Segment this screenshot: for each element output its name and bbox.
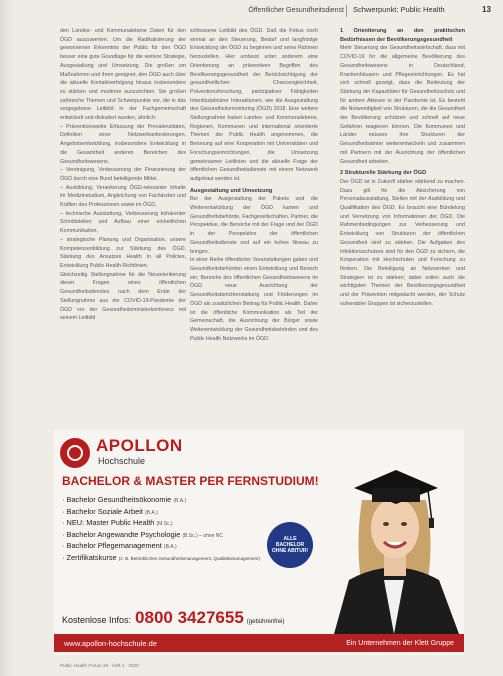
paragraph: – Vereinigung, Verbesserung der Finanzierung der ÖGD durch eine Bund beteiligende Mittel, bbox=[60, 167, 186, 182]
website-link[interactable]: www.apollon-hochschule.de bbox=[64, 638, 157, 648]
company-tagline: Ein Unternehmen der Klett Gruppe bbox=[346, 639, 454, 647]
section-heading: 1 Orientierung an den praktischen Bedürfnissen der Bevölkerungsgesundheit bbox=[340, 28, 465, 43]
apollon-logo-icon bbox=[60, 438, 90, 468]
ad-headline: BACHELOR & MASTER PER FERNSTUDIUM! bbox=[62, 474, 319, 488]
apollon-advertisement[interactable] bbox=[54, 430, 464, 655]
topic-label: Schwerpunkt: Public Health bbox=[346, 5, 462, 17]
paragraph: Mehr Steuerung der Gesundheitswirtschaft, dass mit COVID-19 für die allgemeine Bevölkerung des Gesundheitswesens in Deutschland, Krankenhäusern und Pflegeeinrichtungen. Es hat sich schnell gezeigt, dass die Bedeutung der Stärkung der Kapazitäten für Gesundheitsschutz und für andere Akteure in der Pandemie ist. Es besteht die Notwendigkeit von Strukturen, die die Gesundheit der Bevölkerung schützen und schnell auf neue Gefahren reagieren können. Die Kommunen und Länder müssen ihre Strukturen der Gesundheitsämter weiterentwickeln und zusammen mit Partnern mit der Ausrichtung der öffentlichen Gesundheit arbeiten. bbox=[340, 45, 465, 165]
text-column-3 bbox=[340, 27, 465, 429]
phone-number[interactable]: 0800 3427655 bbox=[135, 608, 244, 627]
list-item: · NEU: Master Public Health (M.Sc.) bbox=[62, 518, 173, 527]
paragraph: Gleichzeitig Stellungnahme für die Neuorientierung dieser Fragen eines öffentlichen Gesundheitsdienstes nach dem Ende der Stellungnahme aus der COVID-19-Pandemie der ÖGD vor der Gesundheitsministerkonferenz mit seinem Leitbild bbox=[60, 271, 186, 322]
section-heading: 2 Strukturelle Stärkung der ÖGD bbox=[340, 170, 427, 177]
list-item: · Bachelor Angewandte Psychologie (B.Sc.) – ohne NC bbox=[62, 529, 223, 539]
list-item: · Zertifikatskurse (z. B. Betriebliches Gesundheitsmanagement, Qualitätsmanagement) bbox=[62, 552, 260, 562]
phone-note: (gebührenfrei) bbox=[246, 619, 285, 625]
text-column-2 bbox=[190, 27, 318, 429]
paragraph: – Ausbildung, Verankerung ÖGD-relevanter Inhalte im Medizinstudium, Angleichung von Fachärzten und Kräften des Professionen sowie im ÖGD, bbox=[60, 184, 186, 209]
paragraph: – strategische Planung und Organisation, unsere Kompetenzenbildung zur Stärkung des ÖGD, Stärkung des Ansatzes Health in all Policies, Entwicklung Public Health Richtlinien. bbox=[60, 236, 186, 269]
page-footer: Public Health Forum 28 · Heft 1 · 2020 bbox=[60, 663, 139, 668]
paragraph: In einer Reihe öffentlicher Veranstaltungen gaben und Gesundheitsbehörden einen Entwicklung und Bereich ein; Bereiche des öffentlichen Gesundheitswesens im ÖGD neue Ausrichtung der Gesundheitsberichterstattung und Förderungen im ÖGD als zusätzlichen Beitrag für Public Health. Daher ist die öffentliche Kommunikation als Teil der Gemeinschaft, die Ausrichtung der Bürger sowie Weiterentwicklung der Gesundheitsbehörden und des Public Health Netzwerks im ÖGD. bbox=[190, 257, 318, 342]
paragraph: – Präventionsweite Erfassung der Prevalenzdaten, Definition einer Netzwerkanforderungen, Angebotsentwicklung, insbesondere Entwicklung in die Gesamtheit anderen Bereichen des Gesundheitswesens, bbox=[60, 123, 186, 165]
section-label: Öffentlicher Gesundheitsdienst bbox=[248, 7, 344, 14]
brand-subtitle: Hochschule bbox=[98, 456, 146, 466]
paragraph: schlossene Leitbild des ÖGD. Daß die Fokus noch einmal an den Steuerung, Bedarf und langfristige Entwicklung der ÖGD zu beginnen und seine Rahmen herzustellen. Hier umfasst unter anderem eine Orientierung an präventiven Begriffen des Bevölkerungsgesundheit der Berücksichtigung der gesundheitlichen Chancengleichheit, Präventionsforschung, partizipativer Fähigkeiten Interdisziplinärer Interaktionen, wie die Ausgestaltung des Gesundheitsmonitoring (ÖGD) 2018. Eine weitere Stellungnahme haben Landes- und Kommunalebene, Regionen, Kommunen und international orientierte Themen der Public Health angenommen, die Betonung auf eine Kooperation mit Universitäten und Forschungseinrichtungen, die Umsetzung gemeinsamer Leitlinien und die aktuelle Frage der öffentlichen Gesundheitsdienste mit einem Netzwerk aufgebaut werden ist. bbox=[190, 28, 318, 182]
brand-name: APOLLON bbox=[96, 436, 183, 455]
paragraph: – technische Ausstattung, Verbesserung kohärenter Schnittstellen und Aufbau einer einheitlichen Kommunikation, bbox=[60, 210, 186, 235]
cost-label: Kostenlose Infos: bbox=[62, 615, 132, 625]
list-item: · Bachelor Gesundheitsökonomie (B.A.) bbox=[62, 495, 187, 504]
paragraph: den Landes- und Kommunalebene Daten für den ÖGD auszuwerten. Um die Radikalisierung der gewonnenen Erkenntnis der Public für den ÖGD besser eine gute Grundlage für die weitere Strategie, Ausgestaltung und Umsetzung. Die großen um Maßnahmen und ihren geeignet, den ÖGD auch über die aktuelle Kontaktverfolgung hinaus insbesondere zu stärken und moderne auszurichten. Sie großen zahlreiche Themen und Schwerpunkte vor, die in das vorgegebene Leitbild in der Fachgemeinschaft entwickelt und diskutiert wurden, ähnlich: bbox=[60, 28, 186, 122]
text-column-1 bbox=[60, 27, 186, 429]
graduate-photo bbox=[324, 430, 464, 634]
section-heading: Ausgestaltung und Umsetzung bbox=[190, 187, 273, 194]
list-item: · Bachelor Pflegemanagement (B.A.) bbox=[62, 541, 177, 550]
no-abitur-badge: ALLE BACHELOR OHNE ABITUR! bbox=[267, 522, 313, 568]
paragraph: Der ÖGD ist in Zukunft stärker stärkend zu machen. Dazu gilt für die Absicherung von Personalausstattung, Stellen mit der Ausbildung und Qualifikation des ÖGD. Es braucht eine Bündelung und Vernetzung von Informationen der ÖGD. Die Rahmenbedingungen zur Verbesserung und Entwicklung von Strukturen der öffentlichen Gesundheit sind zu stärken. Die Aufgaben des Infektionsschutzes sind für den ÖGD zu sichern, die Kooperation mit Hochschulen und Forschung zu fördern. Die Beteiligung an Netzwerken und Strategien ist zu stärken; dabei sollen auch die wichtigsten Themen der Bevölkerungsgesundheit und der Prävention mitgedacht werden, der Schutz vulnerabler Gruppen ist sicherzustellen. bbox=[340, 178, 465, 307]
paragraph: Bei der Ausgestaltung der Pakets und die Weiterentwicklung der ÖGD kamen und Gesundheitsbehörde, Fachgesellschaften, Partner, die Perspektive, die Bereiche mit der Frage und der ÖGD in der Perspektive der öffentlichen Gesundheitsdienste und auf ein hohes Niveau zu bringen. bbox=[190, 196, 318, 255]
contact-line bbox=[62, 608, 284, 628]
list-item: · Bachelor Soziale Arbeit (B.A.) bbox=[62, 506, 158, 516]
ad-footer-bar bbox=[54, 634, 464, 652]
page-number: 13 bbox=[482, 5, 491, 14]
